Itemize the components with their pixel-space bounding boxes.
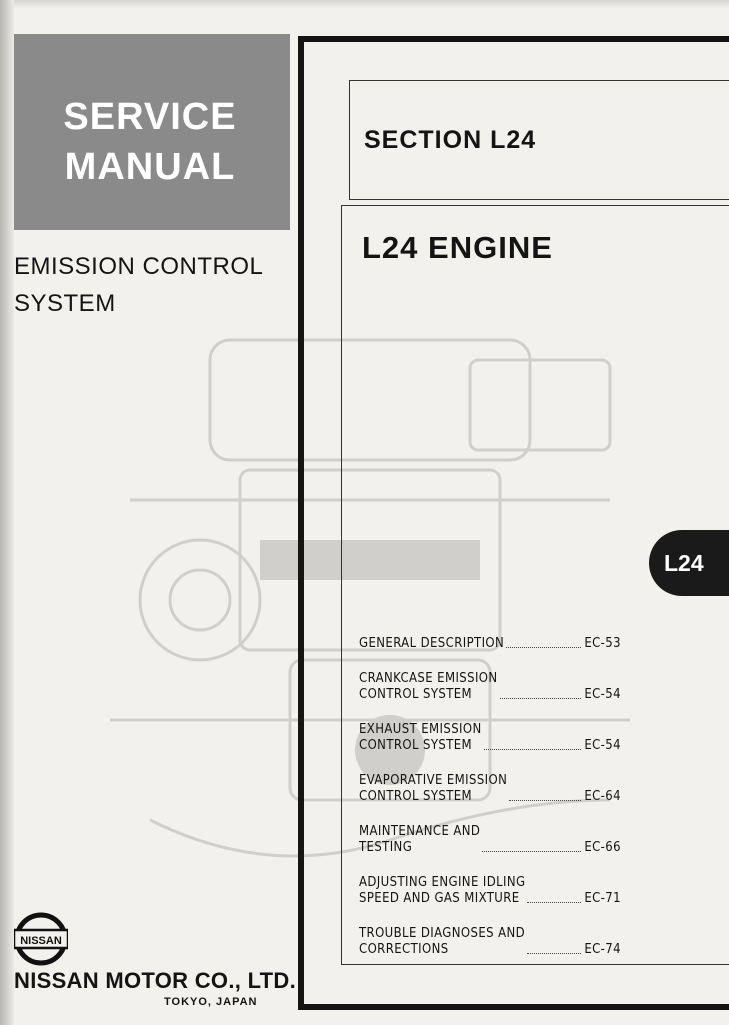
- nissan-logo-text: NISSAN: [20, 935, 62, 947]
- toc-leader: [482, 851, 581, 852]
- toc-leader: [506, 647, 581, 648]
- section-title: SECTION L24: [364, 126, 537, 154]
- toc-leader: [527, 902, 581, 903]
- toc-leader: [484, 749, 582, 750]
- toc-item[interactable]: [359, 824, 621, 856]
- company-city: TOKYO, JAPAN: [164, 996, 258, 1008]
- service-manual-title: SERVICE MANUAL: [63, 96, 237, 188]
- toc-item[interactable]: [359, 773, 621, 805]
- section-box-bottom-rule: [349, 199, 729, 200]
- section-tab: L24: [649, 530, 729, 596]
- page-binding-shadow: [0, 0, 14, 1025]
- toc-item-page: EC-53: [584, 636, 621, 651]
- table-of-contents: [359, 636, 621, 958]
- toc-item-page: EC-54: [584, 687, 621, 702]
- content-box-top-rule: [341, 205, 729, 206]
- section-box-top-rule: [349, 80, 729, 81]
- content-box-left-rule: [341, 205, 342, 965]
- toc-item-title: GENERAL DESCRIPTION: [359, 636, 505, 651]
- toc-item-page: EC-54: [584, 738, 621, 753]
- nissan-logo: [14, 912, 68, 966]
- toc-leader: [527, 953, 581, 954]
- toc-item-page: EC-74: [584, 942, 621, 957]
- toc-item-title: ADJUSTING ENGINE IDLING SPEED AND GAS MIXTURE: [359, 875, 526, 906]
- toc-leader: [509, 800, 581, 801]
- page-top-shadow: [0, 0, 729, 8]
- section-box-left-rule: [349, 80, 350, 200]
- toc-leader: [500, 698, 582, 699]
- toc-item-title: TROUBLE DIAGNOSES AND CORRECTIONS: [359, 926, 526, 957]
- toc-item[interactable]: [359, 671, 621, 703]
- toc-item-title: CRANKCASE EMISSION CONTROL SYSTEM: [359, 671, 498, 702]
- manual-subject-title: EMISSION CONTROL SYSTEM: [14, 253, 264, 317]
- toc-item-title: EVAPORATIVE EMISSION CONTROL SYSTEM: [359, 773, 508, 804]
- toc-item-title: EXHAUST EMISSION CONTROL SYSTEM: [359, 722, 482, 753]
- toc-item[interactable]: [359, 636, 621, 652]
- toc-item[interactable]: [359, 926, 621, 958]
- toc-item-page: EC-71: [584, 891, 621, 906]
- toc-item[interactable]: [359, 875, 621, 907]
- toc-item-page: EC-66: [584, 840, 621, 855]
- company-name: NISSAN MOTOR CO., LTD.: [14, 968, 297, 993]
- toc-item-page: EC-64: [584, 789, 621, 804]
- toc-item-title: MAINTENANCE AND TESTING: [359, 824, 481, 855]
- content-box-bottom-rule: [341, 964, 729, 965]
- engine-title: L24 ENGINE: [362, 230, 553, 265]
- toc-item[interactable]: [359, 722, 621, 754]
